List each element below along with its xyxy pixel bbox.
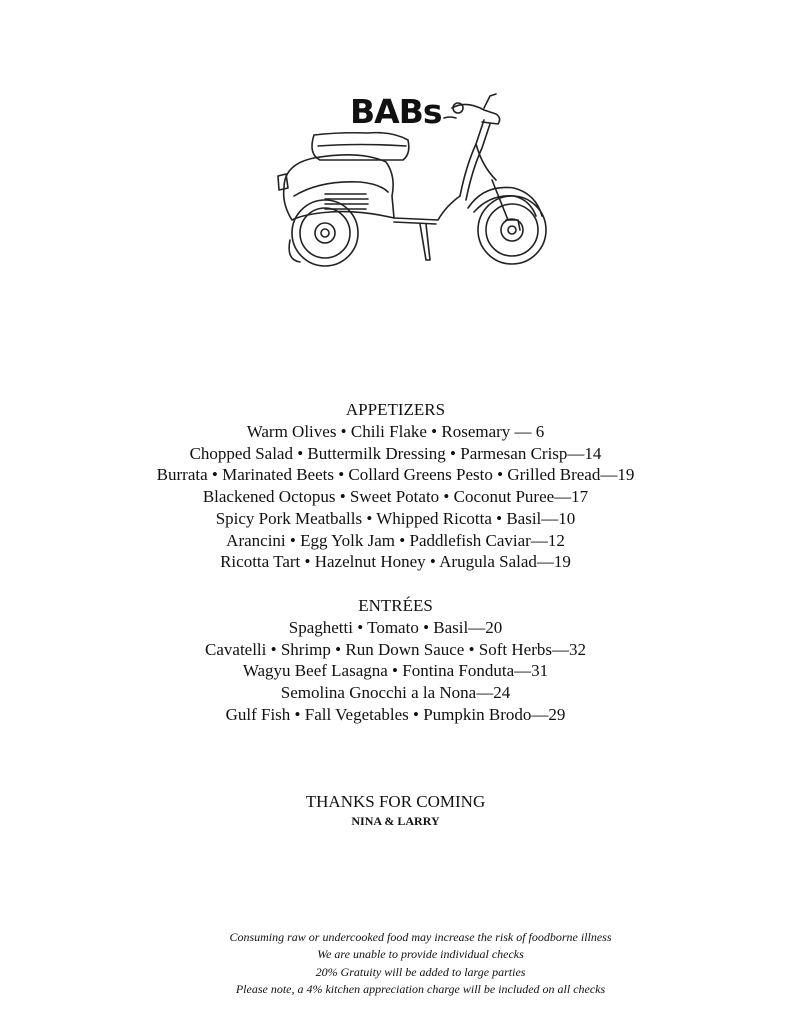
menu-item: Burrata • Marinated Beets • Collard Greens Pesto • Grilled Bread—19 [156,465,635,485]
appetizers-section [0,399,791,573]
thanks-heading: THANKS FOR COMING [305,792,486,811]
entrees-section [0,595,791,726]
footer-line: 20% Gratuity will be added to large parties [315,964,526,979]
menu-item: Semolina Gnocchi a la Nona—24 [280,683,511,703]
appetizers-title: APPETIZERS [345,400,446,419]
menu-item: Spicy Pork Meatballs • Whipped Ricotta • Basil—10 [215,508,576,528]
restaurant-logo [270,88,560,273]
menu-item: Blackened Octopus • Sweet Potato • Coconut Puree—17 [202,487,589,507]
footer-notes [0,929,791,998]
entrees-title: ENTRÉES [358,596,433,615]
menu-item: Arancini • Egg Yolk Jam • Paddlefish Caviar—12 [226,530,565,550]
menu-item: Warm Olives • Chili Flake • Rosemary — 6 [246,422,545,441]
menu-item: Cavatelli • Shrimp • Run Down Sauce • Soft Herbs—32 [205,639,586,659]
menu-item: Ricotta Tart • Hazelnut Honey • Arugula Salad—19 [220,552,571,572]
menu-item: Wagyu Beef Lasagna • Fontina Fonduta—31 [242,661,549,681]
menu-item: Spaghetti • Tomato • Basil—20 [288,618,503,637]
menu-item: Chopped Salad • Buttermilk Dressing • Parmesan Crisp—14 [189,443,602,463]
menu-item: Gulf Fish • Fall Vegetables • Pumpkin Brodo—29 [225,704,566,724]
footer-line: Please note, a 4% kitchen appreciation charge will be included on all checks [235,981,606,996]
footer-line: We are unable to provide individual checks [317,947,524,962]
logo-text: BABs [350,92,442,131]
signoff-names: NINA & LARRY [351,814,440,828]
footer-line: Consuming raw or undercooked food may increase the risk of foodborne illness [229,930,612,944]
